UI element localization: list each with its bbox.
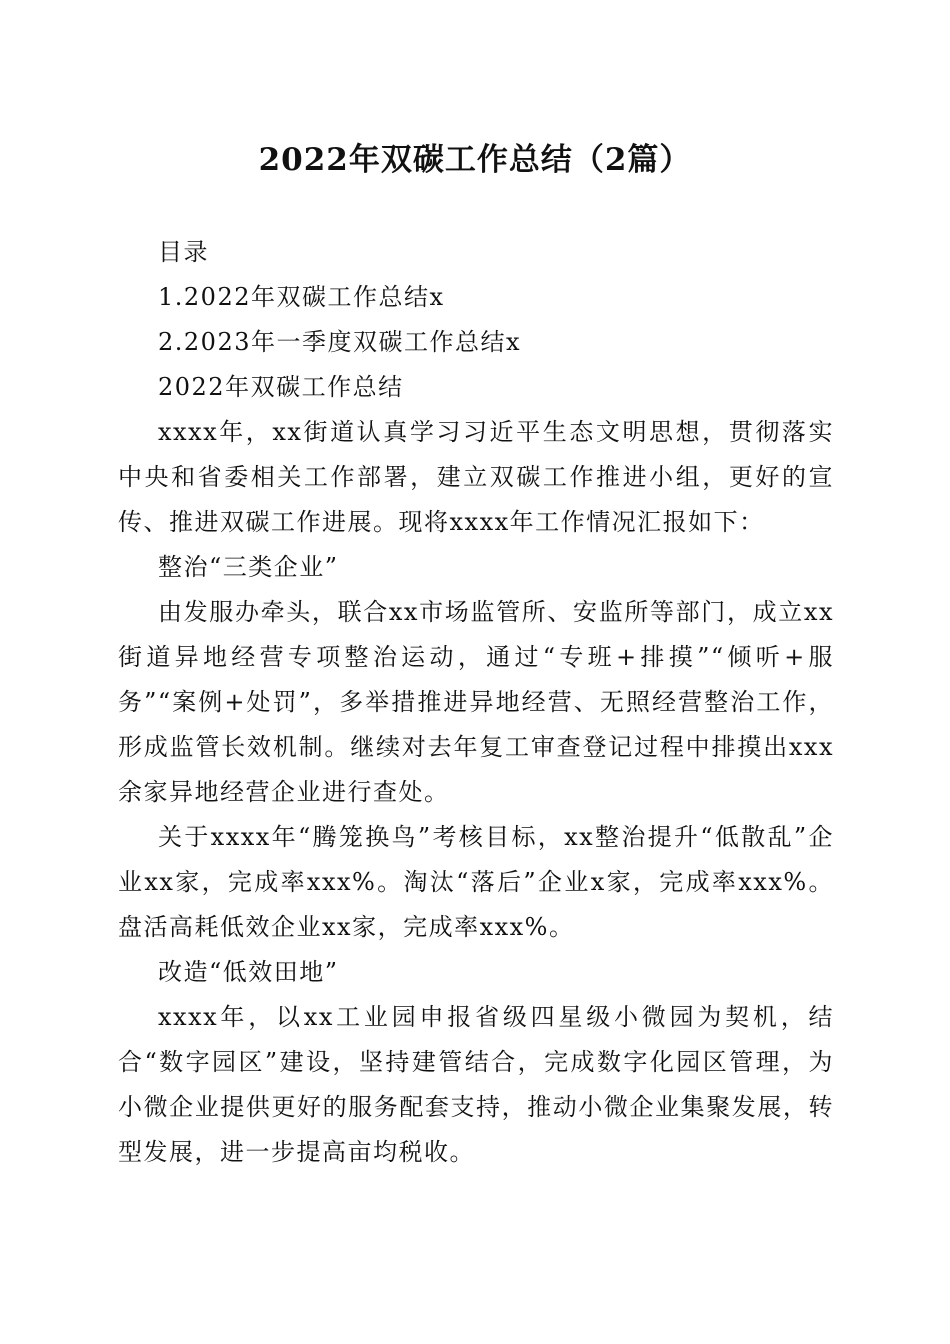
document-title: 2022年双碳工作总结（2篇） — [258, 142, 692, 178]
paragraph-targets: 关于xxxx年“腾笼换鸟”考核目标，xx整治提升“低散乱”企业xx家，完成率xxx%。淘汰“落后”企业x家，完成率xxx%。盘活高耗低效企业xx家，完成率xxx%。 — [118, 823, 834, 941]
subheading-low-efficiency-land: 改造“低效田地” — [158, 958, 339, 986]
section-title: 2022年双碳工作总结 — [158, 373, 404, 401]
document-body — [118, 230, 834, 1175]
subheading-three-types: 整治“三类企业” — [158, 553, 339, 581]
paragraph-industrial-park: xxxx年，以xx工业园申报省级四星级小微园为契机，结合“数字园区”建设，坚持建管结合，完成数字化园区管理，为小微企业提供更好的服务配套支持，推动小微企业集聚发展，转型发展，进一步提高亩均税收。 — [118, 1003, 834, 1166]
toc-item-1: 1.2022年双碳工作总结x — [158, 283, 445, 311]
toc-item-2: 2.2023年一季度双碳工作总结x — [158, 328, 522, 356]
toc-heading: 目录 — [158, 238, 209, 266]
intro-paragraph: xxxx年，xx街道认真学习习近平生态文明思想，贯彻落实中央和省委相关工作部署，建立双碳工作推进小组，更好的宣传、推进双碳工作进展。现将xxxx年工作情况汇报如下： — [118, 418, 834, 536]
paragraph-rectification: 由发服办牵头，联合xx市场监管所、安监所等部门，成立xx街道异地经营专项整治运动，通过“专班+排摸”“倾听+服务”“案例+处罚”，多举措推进异地经营、无照经营整治工作，形成监管长效机制。继续对去年复工审查登记过程中排摸出xxx余家异地经营企业进行查处。 — [118, 598, 834, 806]
